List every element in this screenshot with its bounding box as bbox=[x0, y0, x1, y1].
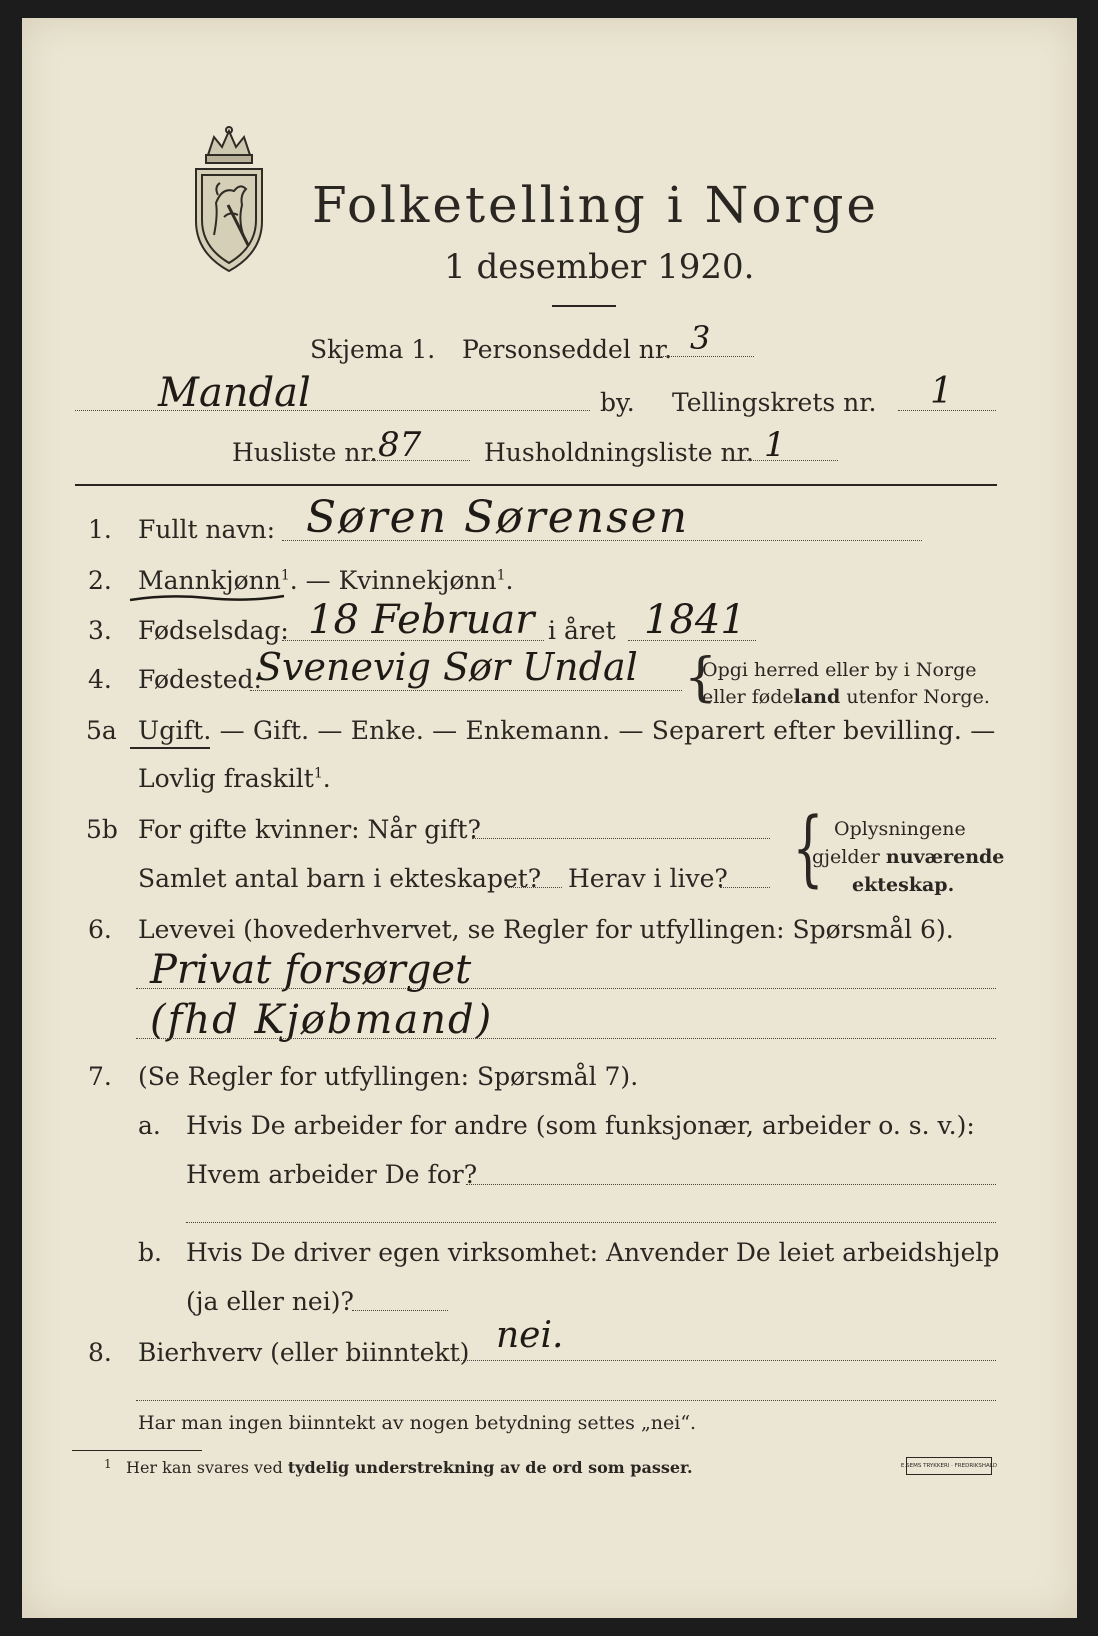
norwegian-lion-coat-of-arms-icon bbox=[188, 125, 270, 275]
printer-stamp: E.SEMS TRYKKERI · FREDRIKSHALD bbox=[906, 1457, 992, 1475]
q7-number: 7. bbox=[88, 1062, 112, 1091]
schema-label: Skjema 1. bbox=[310, 335, 436, 364]
q5b-line1: For gifte kvinner: Når gift? bbox=[138, 815, 481, 844]
q8-label: Bierhverv (eller biinntekt) bbox=[138, 1338, 470, 1367]
q7b-letter: b. bbox=[138, 1238, 162, 1267]
footnote-rule bbox=[72, 1450, 202, 1451]
q3-birthday-value: 18 Februar bbox=[308, 597, 535, 643]
personseddel-label: Personseddel nr. bbox=[462, 335, 673, 364]
q6-label: Levevei (hovederhvervet, se Regler for utfyllingen: Spørsmål 6). bbox=[138, 915, 954, 944]
q7b-line1: Hvis De driver egen virksomhet: Anvender De leiet arbeidshjelp bbox=[186, 1238, 1000, 1267]
section-divider bbox=[75, 484, 997, 486]
tellingskrets-value: 1 bbox=[930, 371, 953, 412]
q4-number: 4. bbox=[88, 665, 112, 694]
q6-value-line2: (fhd Kjøbmand) bbox=[150, 997, 494, 1043]
q5a-line2: Lovlig fraskilt$^1$. bbox=[138, 764, 331, 793]
husholdningsliste-line bbox=[736, 460, 838, 461]
q7a-letter: a. bbox=[138, 1111, 161, 1140]
header-divider bbox=[552, 305, 616, 307]
form-title: Folketelling i Norge bbox=[312, 176, 879, 234]
q8-number: 8. bbox=[88, 1338, 112, 1367]
q5b-note3: ekteskap. bbox=[852, 874, 955, 896]
q8-line bbox=[452, 1360, 996, 1361]
tellingskrets-label: Tellingskrets nr. bbox=[672, 388, 877, 417]
q4-brace: { bbox=[684, 648, 718, 708]
q6-line2 bbox=[136, 1038, 996, 1039]
footer-note: Har man ingen biinntekt av nogen betydning settes „nei“. bbox=[138, 1412, 697, 1434]
personseddel-value: 3 bbox=[690, 319, 711, 357]
q5b-alive-label: Herav i live? bbox=[568, 864, 728, 893]
footnote-text: Her kan svares ved tydelig understrekning av de ord som passer. bbox=[126, 1458, 693, 1477]
q5b-brace: { bbox=[792, 801, 824, 896]
q5b-children-line bbox=[508, 887, 562, 888]
q7a-line bbox=[466, 1184, 996, 1185]
husliste-value: 87 bbox=[378, 425, 422, 465]
husholdningsliste-label: Husholdningsliste nr. bbox=[484, 438, 754, 467]
q2-female: Kvinnekjønn bbox=[338, 566, 497, 595]
q2-number: 2. bbox=[88, 566, 112, 595]
q7b-line2: (ja eller nei)? bbox=[186, 1287, 354, 1316]
q5b-note2: gjelder nuværende bbox=[812, 846, 1005, 868]
city-line bbox=[75, 410, 590, 411]
footnote-mark: 1 bbox=[104, 1457, 112, 1471]
q4-note-line1: Opgi herred eller by i Norge bbox=[702, 659, 977, 681]
q3-year-value: 1841 bbox=[644, 597, 746, 643]
q2-male-underline-mark bbox=[128, 590, 288, 606]
q5a-ugift: Ugift bbox=[138, 716, 204, 745]
q1-full-name-value: Søren Sørensen bbox=[306, 492, 690, 543]
q5a-options: Ugift. — Gift. — Enke. — Enkemann. — Separert efter bevilling. — bbox=[138, 716, 996, 745]
q5a-ugift-underline-mark bbox=[130, 747, 210, 749]
q4-label: Fødested: bbox=[138, 665, 262, 694]
husholdningsliste-value: 1 bbox=[764, 425, 786, 465]
city-value: Mandal bbox=[158, 370, 311, 416]
husliste-label: Husliste nr. bbox=[232, 438, 378, 467]
q3-number: 3. bbox=[88, 616, 112, 645]
q5a-number: 5a bbox=[86, 716, 117, 745]
q7b-line bbox=[352, 1310, 448, 1311]
q5b-number: 5b bbox=[86, 815, 118, 844]
q1-number: 1. bbox=[88, 515, 112, 544]
q3-label: Fødselsdag: bbox=[138, 616, 289, 645]
q5b-when-married-line bbox=[472, 838, 770, 839]
q6-number: 6. bbox=[88, 915, 112, 944]
q4-line bbox=[250, 690, 682, 691]
q4-birthplace-value: Svenevig Sør Undal bbox=[256, 645, 638, 689]
q2-male: Mannkjønn bbox=[138, 566, 281, 595]
q7a-extra-line bbox=[186, 1222, 996, 1223]
q4-note-line2: eller fødeland utenfor Norge. bbox=[702, 686, 990, 708]
city-suffix: by. bbox=[600, 388, 635, 417]
q7-label: (Se Regler for utfyllingen: Spørsmål 7). bbox=[138, 1062, 639, 1091]
census-date: 1 desember 1920. bbox=[444, 247, 755, 287]
q7a-line1: Hvis De arbeider for andre (som funksjonær, arbeider o. s. v.): bbox=[186, 1111, 975, 1140]
q5b-alive-line bbox=[720, 887, 770, 888]
q5b-children-label: Samlet antal barn i ekteskapet? bbox=[138, 864, 542, 893]
q7a-line2: Hvem arbeider De for? bbox=[186, 1160, 478, 1189]
q3-year-label: i året bbox=[548, 616, 616, 645]
q8-extra-line bbox=[136, 1400, 996, 1401]
q1-label: Fullt navn: bbox=[138, 515, 276, 544]
q8-value: nei. bbox=[496, 1315, 564, 1356]
q6-value-line1: Privat forsørget bbox=[150, 947, 472, 993]
q6-line1 bbox=[136, 988, 996, 989]
q5b-note1: Oplysningene bbox=[834, 818, 966, 840]
q2-options: Mannkjønn$^1$. — Kvinnekjønn$^1$. bbox=[138, 566, 514, 595]
